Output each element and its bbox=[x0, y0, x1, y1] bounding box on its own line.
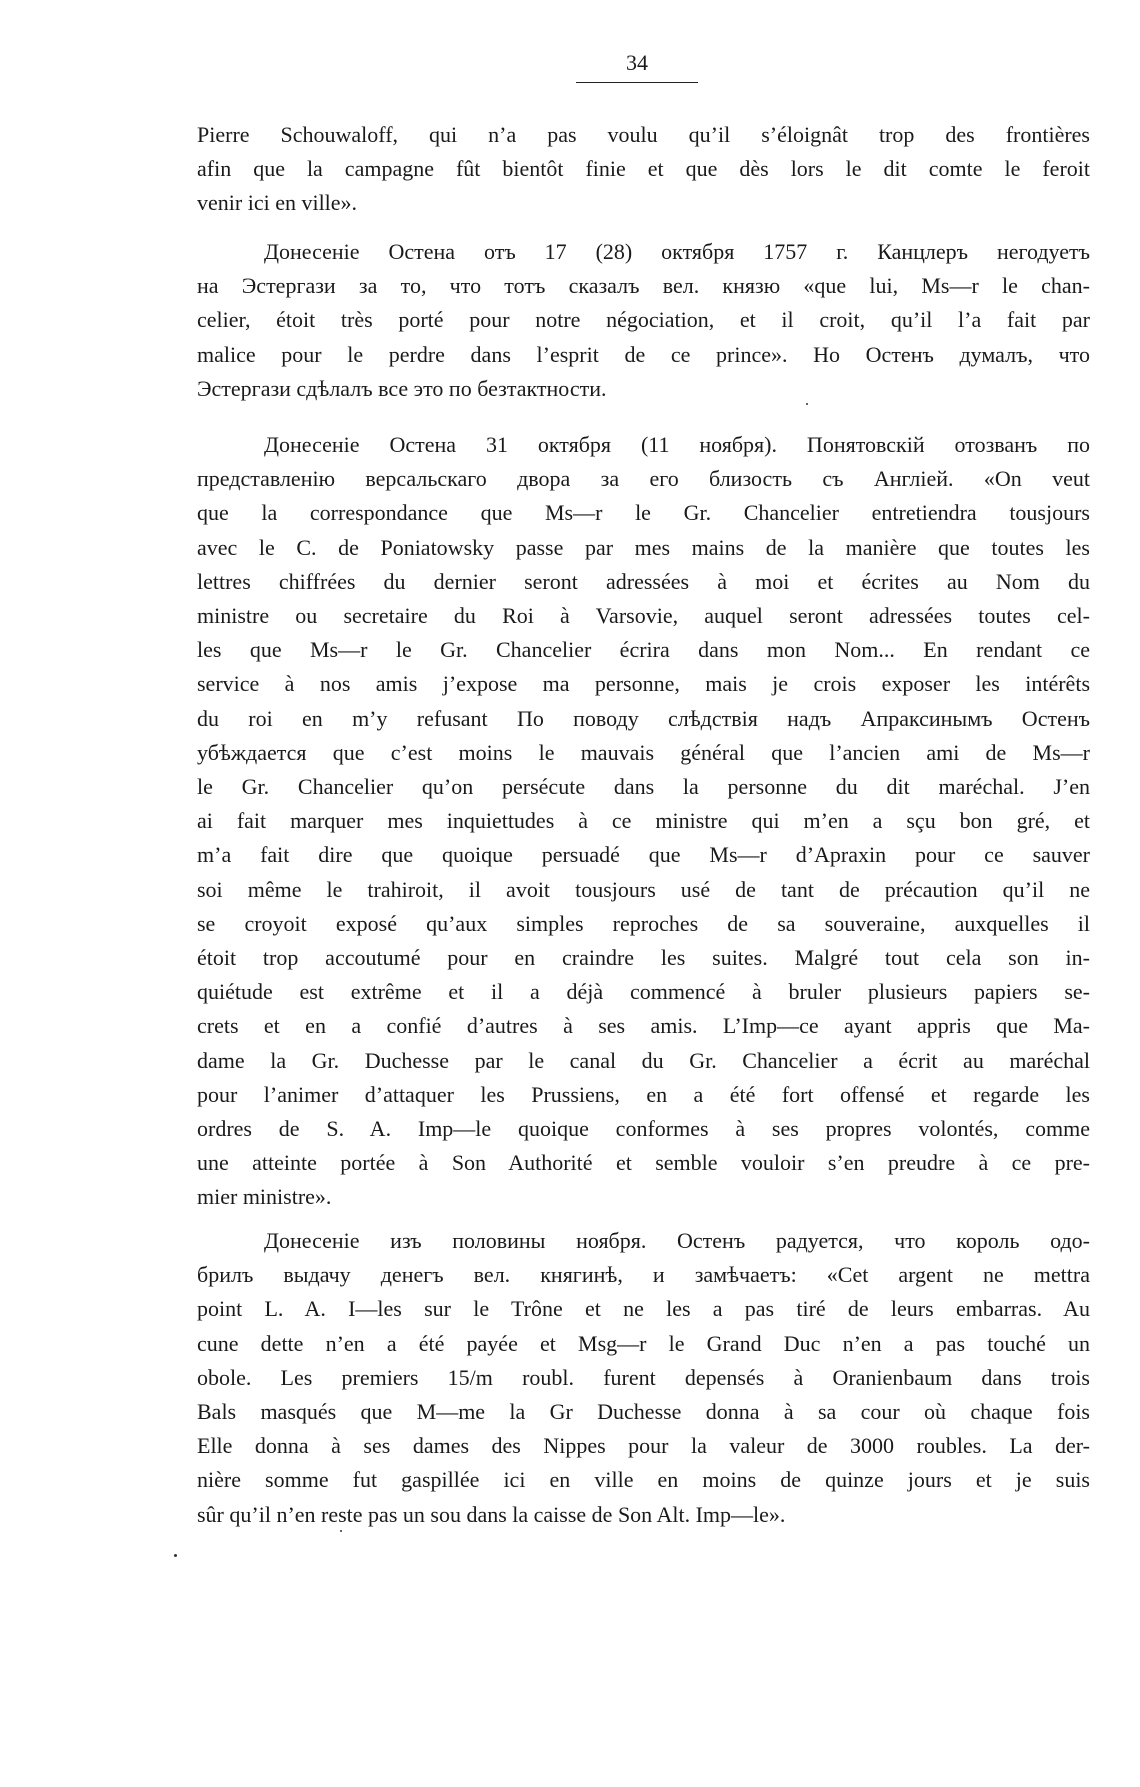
text-line: que la correspondance que Ms—r le Gr. Chancelier entretiendra tousjours bbox=[197, 500, 1090, 526]
text-line: убѣждается que c’est moins le mauvais général que l’ancien ami de Ms—r bbox=[197, 739, 1090, 765]
text-line: Донесеніе изъ половины ноября. Остенъ радуется, что король одо- bbox=[264, 1228, 1090, 1253]
text-line: une atteinte portée à Son Authorité et semble vouloir s’en preudre à ce pre- bbox=[197, 1150, 1090, 1176]
text-line: afin que la campagne fût bientôt finie et que dès lors le dit comte le feroit bbox=[197, 156, 1090, 182]
text-line: se croyoit exposé qu’aux simples reproches de sa souveraine, auxquelles il bbox=[197, 910, 1090, 936]
text-line: Elle donna à ses dames des Nippes pour la valeur de 3000 roubles. La der- bbox=[197, 1433, 1090, 1459]
text-line: quiétude est extrême et il a déjà commencé à bruler plusieurs papiers se- bbox=[197, 979, 1090, 1005]
text-line: Pierre Schouwaloff, qui n’a pas voulu qu’il s’éloignât trop des frontières bbox=[197, 122, 1090, 147]
paragraph-4 bbox=[197, 1224, 1090, 1532]
text-line: avec le C. de Poniatowsky passe par mes mains de la manière que toutes les bbox=[197, 534, 1090, 560]
paragraph-3 bbox=[197, 428, 1090, 1215]
text-line: lettres chiffrées du dernier seront adressées à moi et écrites au Nom du bbox=[197, 568, 1090, 594]
text-line: du roi en m’y refusant По поводу слѣдствія надъ Апраксинымъ Остенъ bbox=[197, 705, 1090, 731]
text-line: представленію версальскаго двора за его близость съ Англіей. «On veut bbox=[197, 466, 1090, 492]
text-line: Bals masqués que M—me la Gr Duchesse donna à sa cour où chaque fois bbox=[197, 1399, 1090, 1425]
text-line: étoit trop accoutumé pour en craindre les suites. Malgré tout cela son in- bbox=[197, 945, 1090, 971]
text-line: Донесеніе Остена отъ 17 (28) октября 1757 г. Канцлеръ негодуетъ bbox=[264, 239, 1090, 264]
text-line: service à nos amis j’expose ma personne, mais je crois exposer les intérêts bbox=[197, 671, 1090, 697]
text-line: point L. A. I—les sur le Trône et ne les a pas tiré de leurs embarras. Au bbox=[197, 1296, 1090, 1322]
text-line: obole. Les premiers 15/m roubl. furent depensés à Oranienbaum dans trois bbox=[197, 1364, 1090, 1390]
text-line: mier ministre». bbox=[197, 1184, 332, 1210]
text-line: pour l’animer d’attaquer les Prussiens, en a été fort offensé et regarde les bbox=[197, 1081, 1090, 1107]
scan-speck bbox=[340, 1530, 342, 1532]
text-line: ai fait marquer mes inquiettudes à ce ministre qui m’en a sçu bon gré, et bbox=[197, 808, 1090, 834]
page-number: 34 bbox=[626, 50, 648, 75]
scan-speck bbox=[174, 1554, 177, 1557]
text-line: soi même le trahiroit, il avoit tousjours usé de tant de précaution qu’il ne bbox=[197, 876, 1090, 902]
text-line: sûr qu’il n’en reste pas un sou dans la caisse de Son Alt. Imp—le». bbox=[197, 1501, 786, 1527]
text-line: crets et en a confié d’autres à ses amis. L’Imp—ce ayant appris que Ma- bbox=[197, 1013, 1090, 1039]
paragraph-2 bbox=[197, 235, 1090, 406]
text-line: Донесеніе Остена 31 октября (11 ноября). Понятовскій отозванъ по bbox=[264, 432, 1090, 457]
text-line: ordres de S. A. Imp—le quoique conformes à ses propres volontés, comme bbox=[197, 1116, 1090, 1142]
text-line: ministre ou secretaire du Roi à Varsovie, auquel seront adressées toutes cel- bbox=[197, 603, 1090, 629]
text-line: les que Ms—r le Gr. Chancelier écrira dans mon Nom... En rendant ce bbox=[197, 637, 1090, 663]
text-line: malice pour le perdre dans l’esprit de ce prince». Но Остенъ думалъ, что bbox=[197, 341, 1090, 367]
text-line: nière somme fut gaspillée ici en ville en moins de quinze jours et je suis bbox=[197, 1467, 1090, 1493]
scan-speck bbox=[806, 403, 808, 405]
page-number-rule bbox=[576, 82, 698, 83]
text-line: celier, étoit très porté pour notre négociation, et il croit, qu’il l’a fait par bbox=[197, 307, 1090, 333]
text-line: на Эстергази за то, что тотъ сказалъ вел. князю «que lui, Ms—r le chan- bbox=[197, 273, 1090, 299]
text-line: dame la Gr. Duchesse par le canal du Gr. Chancelier a écrit au maréchal bbox=[197, 1047, 1090, 1073]
paragraph-1 bbox=[197, 118, 1090, 221]
text-line: venir ici en ville». bbox=[197, 190, 358, 216]
text-line: брилъ выдачу денегъ вел. княгинѣ, и замѣчаетъ: «Cet argent ne mettra bbox=[197, 1262, 1090, 1288]
text-line: le Gr. Chancelier qu’on persécute dans la personne du dit maréchal. J’en bbox=[197, 774, 1090, 800]
text-line: Эстергази сдѣлалъ все это по безтактности. bbox=[197, 375, 607, 401]
text-line: m’a fait dire que quoique persuadé que Ms—r d’Apraxin pour ce sauver bbox=[197, 842, 1090, 868]
text-line: cune dette n’en a été payée et Msg—r le Grand Duc n’en a pas touché un bbox=[197, 1330, 1090, 1356]
